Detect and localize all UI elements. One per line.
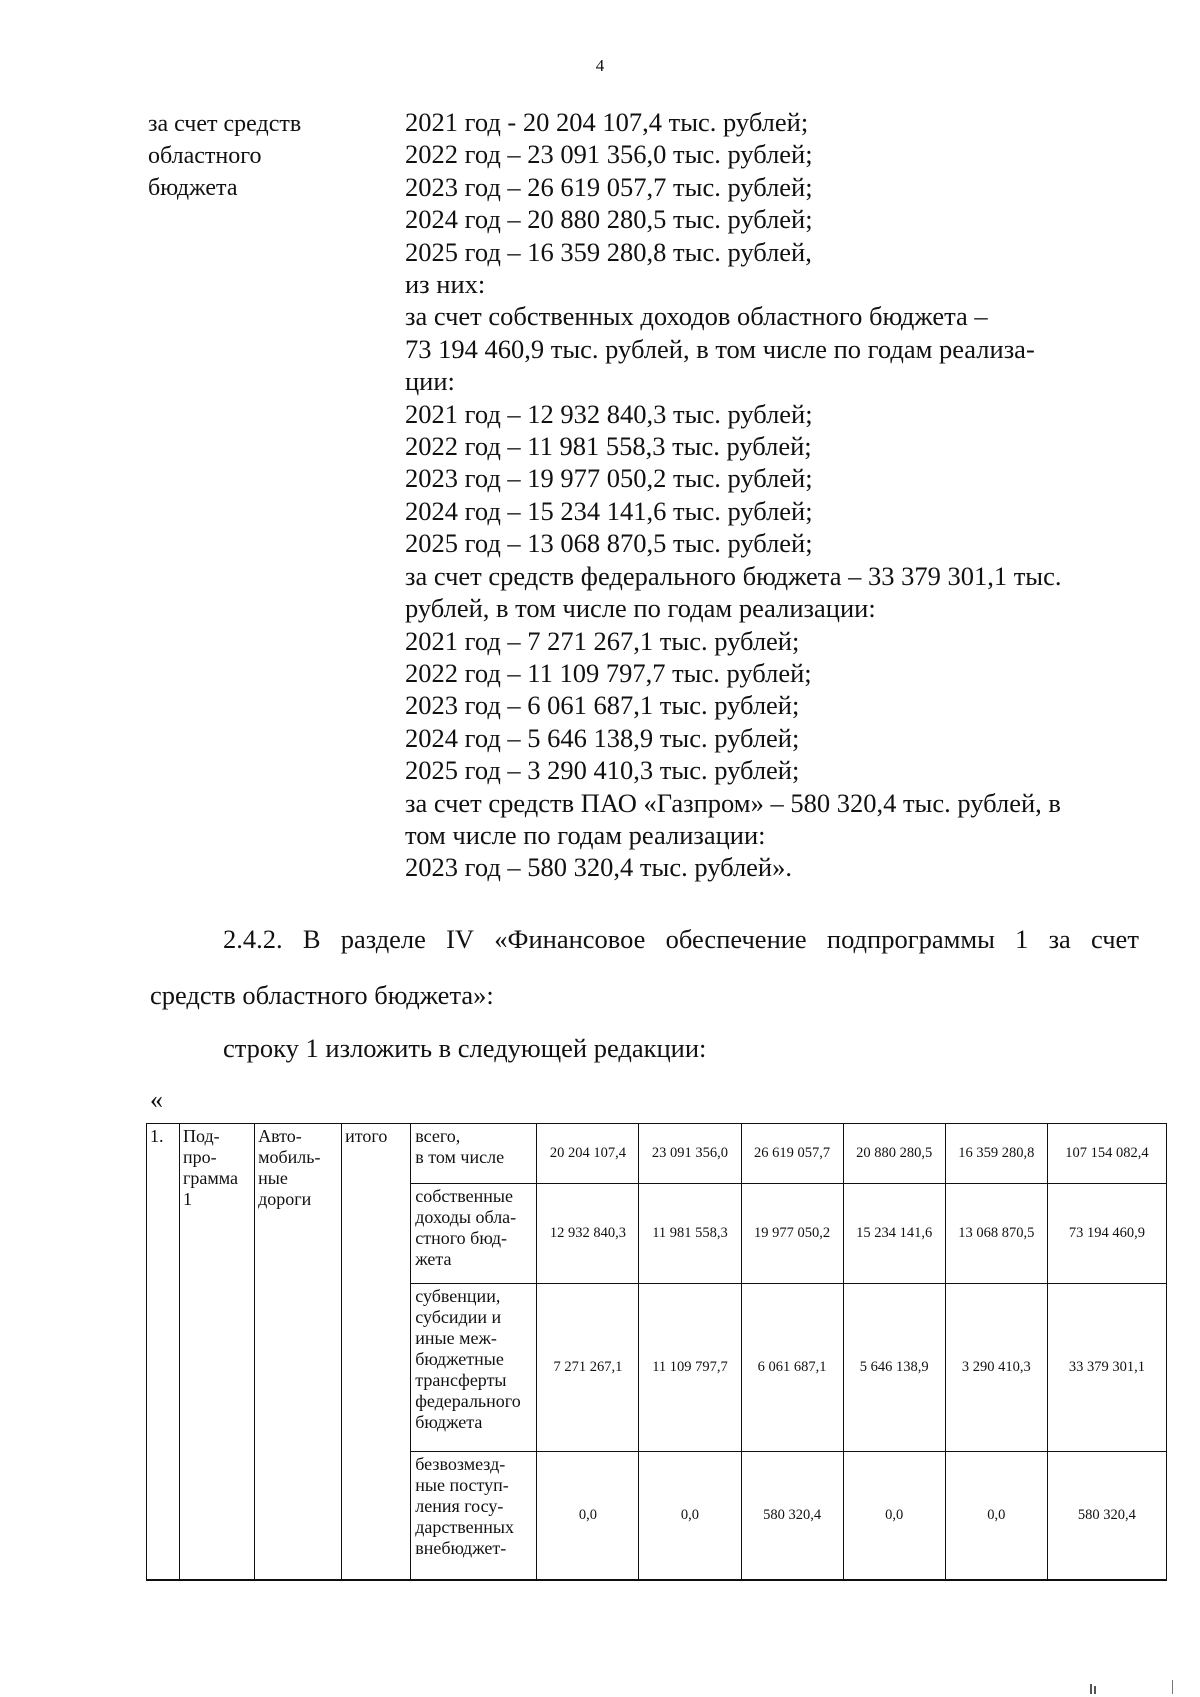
value-cell: 580 320,4: [1047, 1452, 1166, 1580]
breakdown-line: 2025 год – 3 290 410,3 тыс. рублей;: [405, 755, 800, 786]
word: разделе: [340, 924, 426, 954]
row-label-line: ные поступ-: [415, 1475, 509, 1495]
row-label-line: всего,: [415, 1126, 461, 1146]
value-cell: 73 194 460,9: [1047, 1184, 1166, 1284]
value-cell: 0,0: [843, 1452, 945, 1580]
row-label-line: ления госу-: [415, 1496, 504, 1516]
breakdown-line: 2023 год – 580 320,4 тыс. рублей».: [405, 852, 792, 883]
breakdown-line: 2021 год - 20 204 107,4 тыс. рублей;: [405, 107, 809, 137]
scan-mark: [1090, 1684, 1092, 1694]
row-label-line: бюджета: [415, 1412, 483, 1432]
section-paragraph-continuation: средств областного бюджета»:: [150, 980, 494, 1010]
program-line: Под-: [183, 1126, 220, 1146]
scan-mark: [1172, 1680, 1173, 1694]
row-label-line: субвенции,: [415, 1286, 501, 1306]
value-cell: 26 619 057,7: [741, 1124, 843, 1184]
breakdown-line: 2024 год – 20 880 280,5 тыс. рублей;: [405, 204, 813, 235]
word: обеспечение: [665, 924, 807, 954]
opening-quote-mark: «: [150, 1085, 163, 1114]
breakdown-line: за счет средств ПАО «Газпром» – 580 320,4 тыс. рублей, в: [405, 787, 1061, 818]
row-label-line: иные меж-: [415, 1328, 497, 1348]
row-label-line: стного бюд-: [415, 1228, 508, 1248]
scan-mark: [1094, 1686, 1096, 1694]
label-line: областного: [148, 143, 262, 169]
row-number: 1.: [150, 1126, 164, 1146]
value-cell: 11 109 797,7: [639, 1284, 741, 1452]
breakdown-line: 2023 год – 26 619 057,7 тыс. рублей;: [405, 171, 813, 202]
value-cell: 16 359 280,8: [945, 1124, 1047, 1184]
name-line: ные: [258, 1168, 288, 1188]
program-name-cell: [255, 1124, 342, 1580]
label-line: за счет средств: [148, 111, 302, 137]
breakdown-line: 2025 год – 13 068 870,5 тыс. рублей;: [405, 528, 813, 559]
row-label-line: внебюджет-: [415, 1538, 507, 1558]
value-cell: 19 977 050,2: [741, 1184, 843, 1284]
value-cell: 0,0: [945, 1452, 1047, 1580]
breakdown-line: рублей, в том числе по годам реализации:: [405, 593, 876, 624]
word: подпрограммы: [826, 924, 995, 954]
breakdown-line: том числе по годам реализации:: [405, 819, 766, 850]
breakdown-line: 2022 год – 11 981 558,3 тыс. рублей;: [405, 431, 812, 462]
page-number: 4: [595, 56, 605, 75]
value-cell: 20 204 107,4: [537, 1124, 639, 1184]
row-number-cell: [147, 1124, 180, 1580]
value-cell: 23 091 356,0: [639, 1124, 741, 1184]
row-label-line: бюджетные: [415, 1349, 504, 1369]
name-line: Авто-: [258, 1126, 302, 1146]
row-label-line: в том числе: [415, 1147, 505, 1167]
value-cell: 6 061 687,1: [741, 1284, 843, 1452]
breakdown-line: 2022 год – 23 091 356,0 тыс. рублей;: [405, 139, 813, 170]
value-cell: 12 932 840,3: [537, 1184, 639, 1284]
program-line: грамма: [183, 1168, 239, 1188]
word: «Финансовое: [494, 924, 646, 954]
value-cell: 580 320,4: [741, 1452, 843, 1580]
row-label-line: безвозмезд-: [415, 1454, 506, 1474]
row-label-line: доходы обла-: [415, 1207, 517, 1227]
value-cell: 11 981 558,3: [639, 1184, 741, 1284]
total-label: итого: [345, 1126, 388, 1146]
value-cell: 15 234 141,6: [843, 1184, 945, 1284]
row-label-cell: [411, 1124, 537, 1184]
breakdown-line: за счет средств федерального бюджета – 33 379 301,1 тыс.: [405, 560, 1062, 591]
program-line: про-: [183, 1147, 217, 1167]
row-label-line: субсидии и: [415, 1307, 502, 1327]
word: IV: [446, 924, 475, 954]
breakdown-line: 2023 год – 19 977 050,2 тыс. рублей;: [405, 463, 813, 494]
row-label-line: дарственных: [415, 1517, 514, 1537]
breakdown-line: 73 194 460,9 тыс. рублей, в том числе по годам реализа-: [405, 333, 1035, 364]
row-label-cell: [411, 1184, 537, 1284]
word: В: [302, 924, 321, 954]
funding-breakdown: [405, 106, 1135, 884]
row-label-cell: [411, 1452, 537, 1580]
breakdown-line: ции:: [405, 366, 455, 397]
name-line: дороги: [258, 1189, 312, 1209]
value-cell: 3 290 410,3: [945, 1284, 1047, 1452]
word: 1: [1015, 924, 1029, 954]
word: 2.4.2.: [223, 924, 283, 954]
funding-source-label: [148, 108, 301, 204]
value-cell: 107 154 082,4: [1047, 1124, 1166, 1184]
value-cell: 33 379 301,1: [1047, 1284, 1166, 1452]
budget-table: [146, 1123, 1167, 1581]
breakdown-line: из них:: [405, 269, 486, 300]
program-line: 1: [183, 1189, 193, 1209]
row-label-line: жета: [415, 1249, 452, 1269]
breakdown-line: за счет собственных доходов областного бюджета –: [405, 301, 988, 332]
row-label-cell: [411, 1284, 537, 1452]
value-cell: 0,0: [639, 1452, 741, 1580]
row-label-line: собственные: [415, 1186, 513, 1206]
value-cell: 0,0: [537, 1452, 639, 1580]
row-label-line: федерального: [415, 1391, 521, 1411]
word: счет: [1091, 924, 1139, 954]
section-paragraph-heading: [223, 924, 1139, 955]
breakdown-line: 2024 год – 15 234 141,6 тыс. рублей;: [405, 495, 813, 526]
row-label-line: трансферты: [415, 1370, 507, 1390]
breakdown-line: 2021 год – 12 932 840,3 тыс. рублей;: [405, 398, 813, 429]
program-cell: [180, 1124, 255, 1580]
breakdown-line: 2025 год – 16 359 280,8 тыс. рублей,: [405, 236, 812, 267]
total-label-cell: [342, 1124, 411, 1580]
value-cell: 13 068 870,5: [945, 1184, 1047, 1284]
breakdown-line: 2023 год – 6 061 687,1 тыс. рублей;: [405, 690, 800, 721]
value-cell: 5 646 138,9: [843, 1284, 945, 1452]
value-cell: 7 271 267,1: [537, 1284, 639, 1452]
breakdown-line: 2022 год – 11 109 797,7 тыс. рублей;: [405, 657, 812, 688]
table-row: [147, 1124, 1167, 1184]
value-cell: 20 880 280,5: [843, 1124, 945, 1184]
breakdown-line: 2024 год – 5 646 138,9 тыс. рублей;: [405, 722, 800, 753]
instruction-paragraph: строку 1 изложить в следующей редакции:: [223, 1033, 707, 1063]
label-line: бюджета: [148, 175, 238, 201]
breakdown-line: 2021 год – 7 271 267,1 тыс. рублей;: [405, 625, 800, 656]
word: за: [1048, 924, 1071, 954]
name-line: мобиль-: [258, 1147, 321, 1167]
